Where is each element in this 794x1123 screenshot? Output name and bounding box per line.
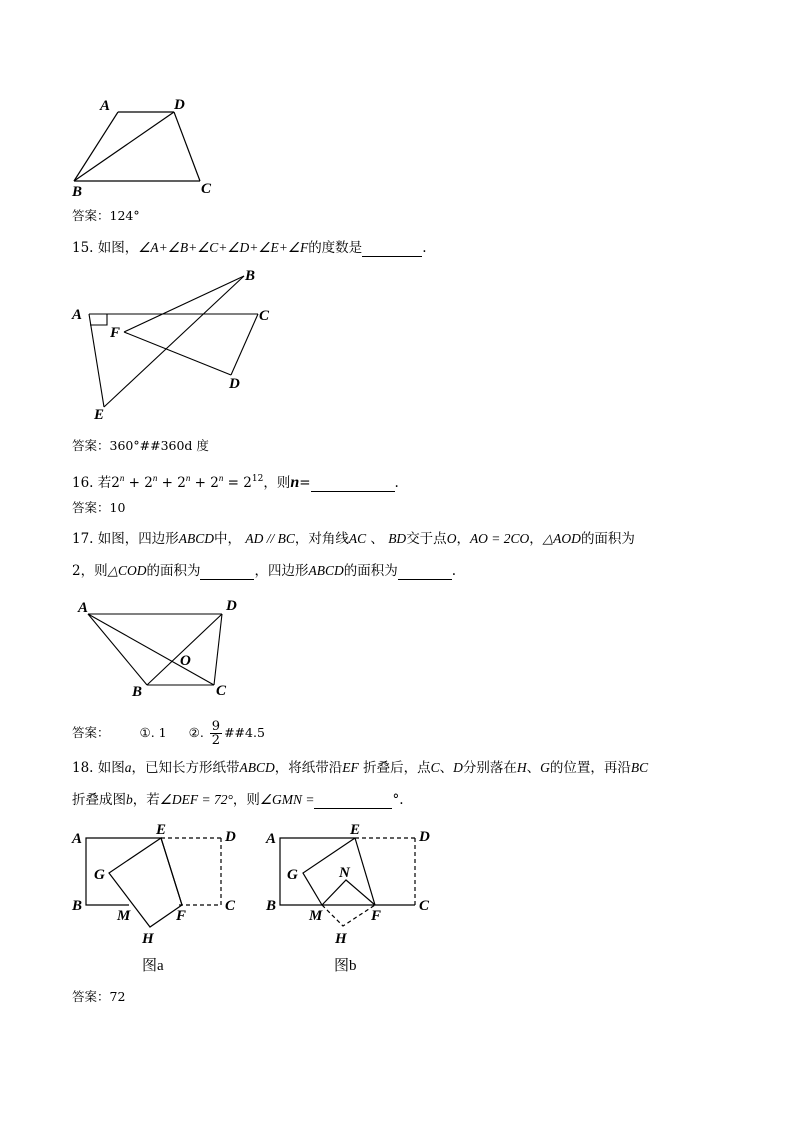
q18b-label-f: F [371,908,382,924]
q17-fraction: $\frac{9}{2}$ [211,719,221,748]
q14-figure [64,92,224,202]
q18a-label-h: H [142,931,154,947]
q18b-label-c: C [419,898,430,914]
q18a-label-g: G [94,867,105,883]
q15-label-f: F [110,325,121,341]
q17-label-d: D [226,598,237,614]
q17-label-b: B [132,684,143,700]
q15-label-a: A [72,307,83,323]
q18b-label-m: M [309,908,323,924]
q18-question-line1: 18. 如图a，已知长方形纸带ABCD，将纸带沿EF 折叠后，点C、D分别落在H、G的位置，再沿BC [72,760,649,776]
q18b-caption: 图b [334,958,357,974]
q14-answer: 答案：124° [72,208,140,223]
q17-label-a: A [78,600,89,616]
q18b-label-d: D [419,829,430,845]
q18b-label-g: G [287,867,298,883]
q18a-caption: 图a [142,958,164,974]
q18-figure-b [262,816,452,981]
q17-label-c: C [216,683,227,699]
q14-label-c: C [201,181,212,197]
q15-label-d: D [229,376,240,392]
q18-figure-a [66,816,256,981]
q14-label-d: D [174,97,185,113]
q17-figure [64,594,254,704]
q15-blank[interactable] [362,242,422,257]
q16-answer: 答案：10 [72,500,126,515]
q17-blank-1[interactable] [200,565,254,580]
q18-question-line2: 折叠成图b，若∠DEF = 72°，则∠GMN = °. [72,792,404,808]
q15-label-b: B [245,268,256,284]
q17-blank-2[interactable] [398,565,452,580]
q18b-label-e: E [350,822,361,838]
q16-blank[interactable] [311,477,395,492]
q18b-label-a: A [266,831,277,847]
q17-question-line2: 2，则△COD的面积为 ，四边形ABCD的面积为 . [72,563,457,579]
q15-figure [64,262,284,430]
q18a-label-f: F [176,908,187,924]
q16-question: 16. 若$2^n + 2^n + 2^n + 2^n = 2^{12}$，则n= . [72,473,399,491]
q14-label-b: B [72,184,83,200]
q15-label-c: C [259,308,270,324]
q18-blank[interactable] [314,794,392,809]
q15-question: 15. 如图，∠A+∠B+∠C+∠D+∠E+∠F的度数是 . [72,240,427,256]
q18a-label-e: E [156,822,167,838]
q17-answer: 答案： ①. 1 ②. $\frac{9}{2}$ ##4.5 [72,719,265,748]
q18b-label-n: N [339,865,350,881]
q14-label-a: A [100,98,111,114]
q18a-label-d: D [225,829,236,845]
q18-answer: 答案：72 [72,989,126,1004]
q15-answer: 答案：360°##360d 度 [72,438,209,453]
q18a-label-b: B [72,898,83,914]
q15-label-e: E [94,407,105,423]
q18b-label-b: B [266,898,277,914]
q18a-label-m: M [117,908,131,924]
q18a-label-a: A [72,831,83,847]
q18b-label-h: H [335,931,347,947]
q17-question-line1: 17. 如图，四边形ABCD中， AD // BC，对角线AC 、 BD交于点O，AO = 2CO，△AOD的面积为 [72,531,635,547]
q18a-label-c: C [225,898,236,914]
q17-label-o: O [180,653,191,669]
